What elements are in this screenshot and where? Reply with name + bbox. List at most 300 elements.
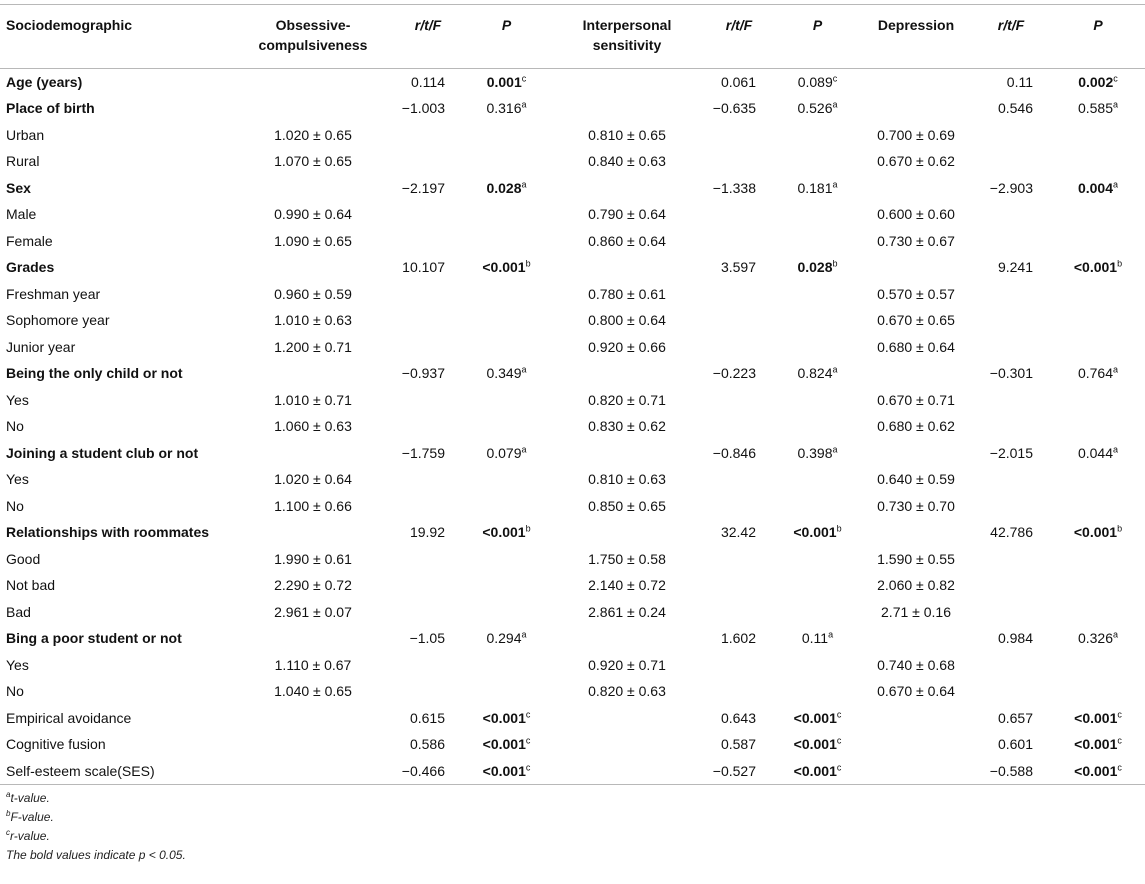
stat-cell: 32.42 (720, 524, 756, 541)
row-label: No (6, 418, 24, 435)
mean-sd-cell (233, 95, 393, 122)
mean-sd-cell (861, 254, 971, 281)
p-value-cell (463, 678, 550, 705)
p-value-cell (1051, 493, 1145, 520)
row-label: Sophomore year (6, 312, 110, 329)
p-value-cell (1051, 546, 1145, 573)
table-row (0, 731, 1145, 758)
p-value-cell (1051, 758, 1145, 785)
stat-cell: −0.846 (712, 444, 756, 461)
p-value-cell (774, 254, 861, 281)
stat-cell: 0.11 (1006, 74, 1033, 90)
footnote-text: t-value. (10, 791, 50, 805)
mean-sd-cell: 1.010 ± 0.63 (274, 312, 352, 329)
p-value: <0.001 (1073, 259, 1118, 276)
p-value-superscript: a (1113, 629, 1119, 640)
p-value-cell (463, 731, 550, 758)
mean-sd-cell (233, 731, 393, 758)
footnote-text: r-value. (10, 829, 50, 843)
row-label: Yes (6, 656, 29, 673)
p-value: 0.044 (1077, 444, 1114, 461)
p-value: <0.001 (482, 736, 526, 753)
p-value-cell (463, 705, 550, 732)
mean-sd-cell: 0.810 ± 0.63 (588, 471, 666, 488)
stat-cell: 0.643 (720, 709, 756, 726)
mean-sd-cell: 1.020 ± 0.64 (274, 471, 352, 488)
row-label: Self-esteem scale(SES) (0, 758, 233, 785)
stat-cell (971, 466, 1051, 493)
p-value-cell (1051, 652, 1145, 679)
mean-sd-cell (861, 731, 971, 758)
stat-cell: −0.588 (971, 758, 1051, 785)
stat-cell: 0.657 (997, 709, 1033, 726)
table-row (0, 572, 1145, 599)
row-label: Cognitive fusion (6, 736, 106, 753)
p-value-cell (774, 228, 861, 255)
stat-cell (393, 466, 463, 493)
p-value-superscript: a (1113, 99, 1119, 110)
header-row (0, 5, 1145, 69)
mean-sd-cell: 0.740 ± 0.68 (877, 656, 955, 673)
p-value-cell (774, 95, 861, 122)
mean-sd-cell (861, 705, 971, 732)
mean-sd-cell: 0.800 ± 0.64 (588, 312, 666, 329)
mean-sd-cell: 0.730 ± 0.67 (877, 232, 955, 249)
p-value-superscript: c (521, 73, 527, 84)
stat-cell (971, 334, 1051, 361)
p-value-cell (774, 360, 861, 387)
mean-sd-cell (550, 95, 704, 122)
stat-cell (971, 307, 1051, 334)
table-row (0, 440, 1145, 467)
row-label: Bing a poor student or not (6, 630, 182, 647)
mean-sd-cell: 0.780 ± 0.61 (588, 285, 666, 302)
table-row (0, 652, 1145, 679)
stat-cell: 0.114 (411, 74, 445, 90)
mean-sd-cell: 0.820 ± 0.63 (588, 683, 666, 700)
p-value: 0.028 (486, 179, 522, 196)
stat-cell (393, 281, 463, 308)
table-row (0, 307, 1145, 334)
mean-sd-cell: 0.670 ± 0.65 (877, 312, 955, 329)
mean-sd-cell (861, 440, 971, 467)
table-row (0, 281, 1145, 308)
row-label: No (6, 497, 24, 514)
mean-sd-cell: 1.990 ± 0.61 (274, 550, 352, 567)
p-value-cell (1051, 519, 1145, 546)
stat-cell: 3.597 (720, 259, 756, 276)
row-label: Sex (6, 179, 31, 196)
p-value-cell (1051, 281, 1145, 308)
mean-sd-cell (233, 758, 393, 785)
mean-sd-cell: 2.290 ± 0.72 (274, 577, 352, 594)
mean-sd-cell: 1.060 ± 0.63 (274, 418, 352, 435)
p-value-cell (774, 175, 861, 202)
stat-cell (704, 493, 774, 520)
p-value: 0.526 (797, 100, 833, 117)
p-value-cell (774, 440, 861, 467)
mean-sd-cell: 1.110 ± 0.67 (274, 656, 352, 673)
header-p-1: P (463, 5, 550, 69)
header-stat-1: r/t/F (393, 5, 463, 69)
stat-cell (704, 148, 774, 175)
mean-sd-cell (861, 95, 971, 122)
mean-sd-cell: 0.810 ± 0.65 (588, 126, 666, 143)
mean-sd-cell (233, 175, 393, 202)
p-value-superscript: a (1113, 364, 1119, 375)
footnote-marker: b (6, 809, 11, 818)
p-value-cell (463, 758, 550, 785)
p-value-superscript: a (1113, 444, 1119, 455)
p-value-superscript: c (836, 709, 842, 720)
p-value-cell (463, 148, 550, 175)
stat-cell (971, 122, 1051, 149)
p-value: <0.001 (793, 762, 837, 779)
table-row (0, 254, 1145, 281)
table-row (0, 466, 1145, 493)
p-value-cell (1051, 572, 1145, 599)
p-value-cell (463, 360, 550, 387)
p-value-superscript: a (832, 99, 838, 110)
mean-sd-cell: 0.640 ± 0.59 (877, 471, 955, 488)
p-value-cell (463, 201, 550, 228)
p-value-cell (1051, 175, 1145, 202)
stat-cell (704, 387, 774, 414)
p-value: <0.001 (482, 259, 526, 276)
mean-sd-cell: 0.860 ± 0.64 (588, 232, 666, 249)
stat-cell (704, 334, 774, 361)
mean-sd-cell: 2.861 ± 0.24 (588, 603, 666, 620)
p-value-cell (1051, 731, 1145, 758)
stat-cell: 0.586 (409, 736, 445, 753)
p-value: 0.316 (486, 100, 522, 117)
p-value-superscript: b (832, 258, 838, 269)
p-value: 0.089 (797, 74, 833, 90)
p-value: <0.001 (793, 709, 837, 726)
p-value-cell (463, 440, 550, 467)
p-value-superscript: b (1117, 523, 1123, 534)
p-value-cell (774, 148, 861, 175)
footnote (6, 808, 186, 827)
header-p-3: P (1051, 5, 1145, 69)
p-value-superscript: c (832, 73, 838, 84)
p-value-superscript: a (521, 629, 527, 640)
p-value-superscript: c (1117, 709, 1122, 720)
p-value: <0.001 (1073, 524, 1118, 541)
p-value-cell (463, 625, 550, 652)
stat-cell: −1.338 (712, 179, 756, 196)
p-value-cell (463, 466, 550, 493)
p-value-cell (463, 122, 550, 149)
p-value-cell (1051, 122, 1145, 149)
stat-cell (971, 652, 1051, 679)
table-row (0, 625, 1145, 652)
stat-cell (971, 493, 1051, 520)
mean-sd-cell (233, 69, 393, 96)
mean-sd-cell (550, 519, 704, 546)
p-value-cell (463, 599, 550, 626)
p-value: 0.326 (1077, 630, 1114, 647)
p-value: 0.824 (797, 365, 833, 382)
mean-sd-cell: 1.100 ± 0.66 (274, 497, 352, 514)
mean-sd-cell (550, 758, 704, 785)
footnote (6, 827, 186, 846)
p-value-cell (1051, 387, 1145, 414)
mean-sd-cell (861, 519, 971, 546)
mean-sd-cell: 0.670 ± 0.71 (877, 391, 955, 408)
mean-sd-cell: 2.961 ± 0.07 (274, 603, 352, 620)
stat-cell: 42.786 (990, 524, 1033, 541)
mean-sd-cell: 0.830 ± 0.62 (588, 418, 666, 435)
mean-sd-cell (861, 175, 971, 202)
p-value-cell (463, 493, 550, 520)
p-value-cell (1051, 625, 1145, 652)
mean-sd-cell: 0.840 ± 0.63 (588, 153, 666, 170)
mean-sd-cell: 1.020 ± 0.65 (274, 126, 352, 143)
stat-cell: 0.061 (720, 74, 756, 90)
stat-cell: 0.546 (997, 100, 1033, 117)
p-value-cell (774, 281, 861, 308)
mean-sd-cell: 1.090 ± 0.65 (274, 232, 352, 249)
p-value: 0.11 (801, 630, 829, 647)
stat-cell: −0.223 (712, 365, 756, 382)
p-value-cell (774, 307, 861, 334)
table-row (0, 546, 1145, 573)
mean-sd-cell (233, 705, 393, 732)
mean-sd-cell: 0.670 ± 0.62 (877, 153, 955, 170)
mean-sd-cell: 0.570 ± 0.57 (877, 285, 955, 302)
mean-sd-cell (233, 360, 393, 387)
stat-cell (704, 307, 774, 334)
table-row (0, 678, 1145, 705)
p-value-cell (774, 122, 861, 149)
p-value: 0.181 (797, 179, 833, 196)
p-value-cell (774, 69, 861, 96)
mean-sd-cell (861, 758, 971, 785)
p-value-superscript: a (828, 629, 834, 640)
table-body (0, 69, 1145, 785)
p-value-superscript: a (832, 179, 838, 190)
mean-sd-cell: 0.820 ± 0.71 (588, 391, 666, 408)
p-value-superscript: c (525, 709, 531, 720)
mean-sd-cell: 1.010 ± 0.71 (274, 391, 352, 408)
p-value-cell (1051, 201, 1145, 228)
p-value-cell (774, 387, 861, 414)
p-value-cell (1051, 228, 1145, 255)
mean-sd-cell: 0.790 ± 0.64 (588, 206, 666, 223)
mean-sd-cell: 0.670 ± 0.64 (877, 683, 955, 700)
p-value: <0.001 (793, 736, 837, 753)
p-value-superscript: c (836, 761, 842, 772)
stat-cell (704, 599, 774, 626)
footnote-text: The bold values indicate p < 0.05. (6, 848, 186, 862)
stat-cell: −2.197 (401, 179, 445, 196)
stat-cell (704, 281, 774, 308)
p-value: <0.001 (1074, 762, 1118, 779)
p-value: 0.349 (486, 365, 522, 382)
mean-sd-cell: 0.960 ± 0.59 (274, 285, 352, 302)
p-value-cell (1051, 466, 1145, 493)
p-value: 0.294 (486, 630, 522, 647)
row-label: Female (6, 232, 53, 249)
mean-sd-cell: 1.070 ± 0.65 (274, 153, 352, 170)
stat-cell (704, 201, 774, 228)
p-value-cell (463, 69, 550, 96)
table-row (0, 705, 1145, 732)
p-value-cell (1051, 307, 1145, 334)
stat-cell: −1.759 (401, 444, 445, 461)
table-footnotes (6, 789, 186, 865)
stat-cell: 0.601 (997, 736, 1033, 753)
table-row (0, 175, 1145, 202)
stat-cell (971, 228, 1051, 255)
mean-sd-cell (233, 254, 393, 281)
p-value-cell (1051, 413, 1145, 440)
stat-cell: −0.466 (393, 758, 463, 785)
p-value-cell (463, 652, 550, 679)
p-value-superscript: a (832, 364, 838, 375)
row-label: Not bad (6, 577, 56, 594)
mean-sd-cell: 1.040 ± 0.65 (274, 683, 352, 700)
row-label: Joining a student club or not (6, 444, 199, 461)
footnote-marker: a (6, 790, 11, 799)
footnote (6, 846, 186, 865)
footnote-text: F-value. (10, 810, 54, 824)
row-label: No (6, 683, 24, 700)
p-value-cell (463, 413, 550, 440)
p-value-cell (1051, 360, 1145, 387)
p-value-cell (1051, 148, 1145, 175)
stat-cell (971, 281, 1051, 308)
stat-cell (393, 546, 463, 573)
stat-cell (393, 652, 463, 679)
table-row (0, 387, 1145, 414)
p-value-cell (463, 546, 550, 573)
stat-cell: −0.635 (712, 100, 756, 117)
p-value-cell (774, 413, 861, 440)
row-label: Urban (6, 126, 45, 143)
stat-cell (971, 201, 1051, 228)
p-value-superscript: b (525, 523, 531, 534)
p-value: 0.079 (486, 444, 522, 461)
stat-cell: −0.937 (401, 365, 445, 382)
p-value-superscript: a (521, 99, 527, 110)
mean-sd-cell (550, 254, 704, 281)
stat-cell (704, 678, 774, 705)
mean-sd-cell: 0.990 ± 0.64 (274, 206, 352, 223)
stat-cell (704, 466, 774, 493)
mean-sd-cell (550, 440, 704, 467)
p-value: <0.001 (482, 524, 526, 541)
mean-sd-cell: 0.920 ± 0.71 (588, 656, 666, 673)
table-row (0, 334, 1145, 361)
stat-cell (393, 493, 463, 520)
row-label: Empirical avoidance (6, 709, 132, 726)
header-stat-3: r/t/F (971, 5, 1051, 69)
row-label: Bad (6, 603, 31, 620)
mean-sd-cell: 0.680 ± 0.64 (877, 338, 955, 355)
stat-cell (393, 334, 463, 361)
p-value-cell (1051, 678, 1145, 705)
stat-cell (971, 572, 1051, 599)
stat-cell (704, 652, 774, 679)
header-p-2: P (774, 5, 861, 69)
stat-cell: 10.107 (402, 259, 445, 276)
stat-cell (971, 678, 1051, 705)
p-value-cell (463, 95, 550, 122)
stat-cell: −2.015 (989, 444, 1033, 461)
table-row (0, 519, 1145, 546)
row-label: Being the only child or not (6, 365, 183, 382)
mean-sd-cell: 1.590 ± 0.55 (877, 550, 955, 567)
p-value-cell (774, 493, 861, 520)
row-label: Place of birth (6, 100, 95, 117)
header-interpersonal-sensitivity: Interpersonal sensitivity (550, 5, 704, 69)
p-value-cell (463, 334, 550, 361)
p-value-superscript: c (1117, 761, 1122, 772)
mean-sd-cell: 2.71 ± 0.16 (881, 603, 951, 620)
stat-cell: −1.05 (409, 630, 445, 647)
stat-cell: −1.003 (401, 100, 445, 117)
p-value-cell (1051, 599, 1145, 626)
stat-cell (393, 201, 463, 228)
stat-cell: 1.602 (720, 630, 756, 647)
p-value: 0.001 (486, 74, 522, 90)
stat-cell (971, 413, 1051, 440)
mean-sd-cell (550, 360, 704, 387)
mean-sd-cell: 2.140 ± 0.72 (588, 577, 666, 594)
stat-cell (393, 678, 463, 705)
footnote-marker: c (6, 828, 10, 837)
stat-cell (971, 387, 1051, 414)
stat-cell: 0.587 (720, 736, 756, 753)
mean-sd-cell (550, 705, 704, 732)
mean-sd-cell: 0.600 ± 0.60 (877, 206, 955, 223)
table-row (0, 148, 1145, 175)
p-value-cell (463, 519, 550, 546)
stat-cell: 0.984 (997, 630, 1033, 647)
p-value: 0.028 (797, 259, 833, 276)
p-value: <0.001 (1074, 709, 1118, 726)
stat-cell: −0.301 (989, 365, 1033, 382)
stat-cell (393, 307, 463, 334)
mean-sd-cell: 1.750 ± 0.58 (588, 550, 666, 567)
stat-cell (704, 228, 774, 255)
p-value: 0.398 (797, 444, 833, 461)
p-value-superscript: a (832, 444, 838, 455)
p-value-superscript: a (1113, 179, 1119, 190)
p-value-cell (463, 254, 550, 281)
p-value-superscript: c (1117, 735, 1122, 746)
table-row (0, 360, 1145, 387)
mean-sd-cell: 0.730 ± 0.70 (877, 497, 955, 514)
table-row (0, 201, 1145, 228)
mean-sd-cell: 0.850 ± 0.65 (588, 497, 666, 514)
p-value-cell (774, 758, 861, 785)
mean-sd-cell: 0.680 ± 0.62 (877, 418, 955, 435)
stat-cell (393, 122, 463, 149)
mean-sd-cell: 2.060 ± 0.82 (877, 577, 955, 594)
row-label: Rural (6, 153, 40, 170)
p-value-superscript: b (525, 258, 531, 269)
p-value: <0.001 (482, 709, 526, 726)
p-value-superscript: b (1117, 258, 1123, 269)
mean-sd-cell: 0.700 ± 0.69 (877, 126, 955, 143)
p-value-cell (774, 731, 861, 758)
row-label: Age (years) (6, 74, 83, 90)
p-value-cell (463, 228, 550, 255)
p-value-cell (774, 678, 861, 705)
